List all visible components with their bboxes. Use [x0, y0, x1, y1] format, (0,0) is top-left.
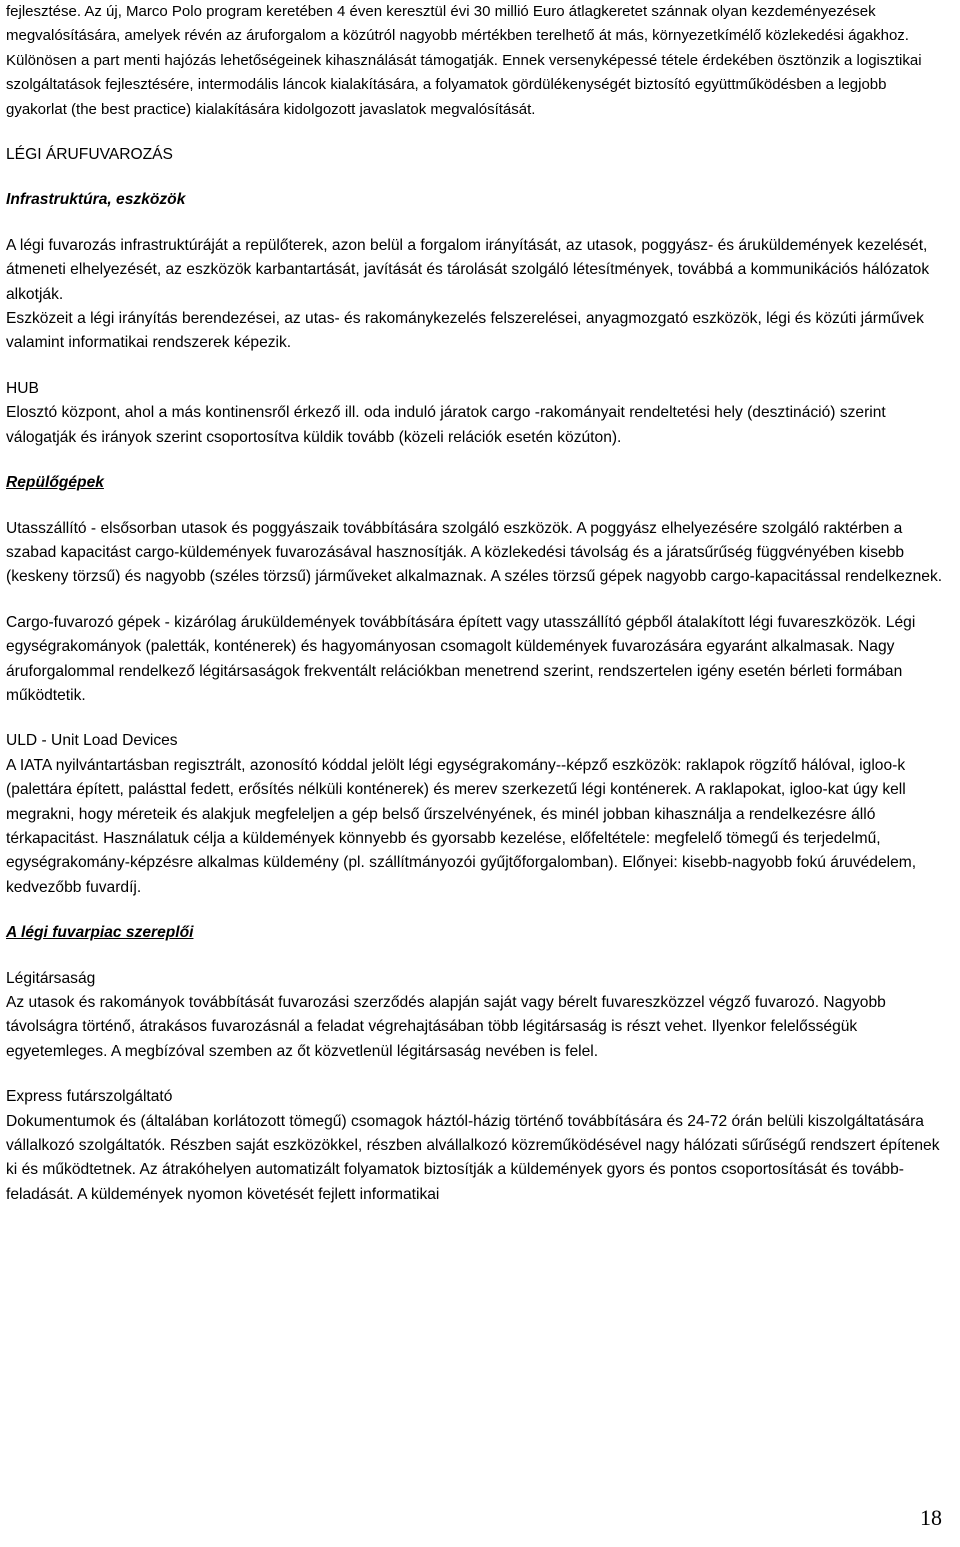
intro-text-2: Ennek versenyképessé tétele érdekében ösztönzik a logisztikai szolgáltatások fejlesztésére, intermodális láncok kialakítására, a folyamatok gördülékenységét biztosító együttműködésben a legjobb gyakorlat (the best practice) kialakítására kidolgozott javaslatok megvalósítását.	[6, 51, 922, 118]
uld-title: ULD - Unit Load Devices	[6, 732, 178, 750]
infra-heading: Infrastruktúra, eszközök	[6, 191, 186, 209]
section-title: LÉGI ÁRUFUVAROZÁS	[6, 146, 173, 164]
express-title: Express futárszolgáltató	[6, 1088, 173, 1106]
infra-paragraph-1: A légi fuvarozás infrastruktúráját a repülőterek, azon belül a forgalom irányítását, az utasok, poggyász- és áruküldemények kezelését, átmeneti elhelyezését, az eszközök karbantartását, javítását és tárolását szolgáló létesítmények, továbbá a kommunikációs hálózatok alkotják.	[6, 236, 930, 303]
infra-paragraph-2: Eszközeit a légi irányítás berendezései, az utas- és rakománykezelés felszerelései, anyagmozgató eszközök, légi és közúti járművek valamint informatikai rendszerek képezik.	[6, 310, 924, 352]
hub-text: Elosztó központ, ahol a más kontinensről érkező ill. oda induló járatok cargo -rakományait rendeltetési hely (desztináció) szerint válogatják és irányok szerint csoportosítva küldik tovább (közeli relációk esetén közúton).	[6, 404, 886, 446]
airline-title: Légitársaság	[6, 969, 96, 987]
page-number: 18	[920, 1505, 942, 1530]
planes-paragraph-1: Utasszállító - elsősorban utasok és poggyászaik továbbítására szolgáló eszközök. A poggyász elhelyezésére szolgáló raktérben a szabad kapacitást cargo-küldemények fuvarozásával hasznosítják. A közlekedési távolság és a járatsűrűség függvényében kisebb (keskeny törzsű) és nagyobb (széles törzsű) járműveket alkalmaznak. A széles törzsű gépek nagyobb cargo-kapacitással rendelkeznek.	[6, 519, 943, 586]
uld-text: A IATA nyilvántartásban regisztrált, azonosító kóddal jelölt légi egységrakomány--képző eszközök: raklapok rögzítő hálóval, igloo-k (palettára épített, palásttal fedett, erősítés nélküli konténerek) és merev szerkezetű légi konténerek. A raklapokat, igloo-kat úgy kell megrakni, hogy méreteik és alakjuk megfeleljen a gép belső űrszelvényének, és minél jobban kihasználja a rendelkezésre álló térkapacitást. Használatuk célja a küldemények könnyebb és gyorsabb kezelése, előfeltétele: megfelelő tömegű és terjedelmű, egységrakomány-képzésre alkalmas küldemény (pl. szállítmányozói gyűjtőforgalomban). Előnyei: kisebb-nagyobb fokú áruvédelem, kedvezőbb fuvardíj.	[6, 756, 917, 896]
planes-heading: Repülőgépek	[6, 474, 104, 492]
market-heading: A légi fuvarpiac szereplői	[6, 924, 194, 942]
document-page	[6, 0, 946, 1207]
express-text: Dokumentumok és (általában korlátozott tömegű) csomagok háztól-házig történő továbbítására és 24-72 órán belüli kiszolgáltatására vállalkozó szolgáltatók. Részben saját eszközökkel, részben alvállalkozó közreműködésével nagy hálózati sűrűségű rendszert építenek ki és működtetnek. Az átrakóhelyen automatizált folyamatok biztosítják a küldemények gyors és pontos csoportosítását és tovább-feladását. A küldemények nyomon követését fejlett informatikai	[6, 1112, 940, 1203]
planes-paragraph-2: Cargo-fuvarozó gépek - kizárólag áruküldemények továbbítására épített vagy utasszállító gépből átalakított légi fuvareszközök. Légi egységrakományok (paletták, konténerek) és hagyományosan csomagolt küldemények fuvarozására egyaránt alkalmasak. Nagy áruforgalommal rendelkező légitársaságok frekventált relációkban menetrend szerint, rendszertelen igény esetén bérleti formában működtetik.	[6, 613, 916, 704]
intro-text-1: fejlesztése. Az új, Marco Polo program keretében 4 éven keresztül évi 30 millió Euro átlagkeretet szánnak olyan kezdeményezések megvalósítására, amelyek révén az áruforgalom a közútról nagyobb mértékben terelhető át más, környezetkímélő közlekedési ágakhoz. Különösen a part menti hajózás lehetőségeinek kihasználását támogatják.	[6, 3, 909, 69]
airline-text: Az utasok és rakományok továbbítását fuvarozási szerződés alapján saját vagy bérelt fuvareszközzel végző fuvarozó. Nagyobb távolságra történő, átrakásos fuvarozásnál a feladat végrehajtásában több légitársaság is részt vehet. Ilyenkor felelősségük egyetemleges. A megbízóval szemben az őt közvetlenül légitársaság nevében is felel.	[6, 994, 886, 1060]
hub-title: HUB	[6, 379, 39, 397]
intro-paragraph	[6, 0, 946, 122]
